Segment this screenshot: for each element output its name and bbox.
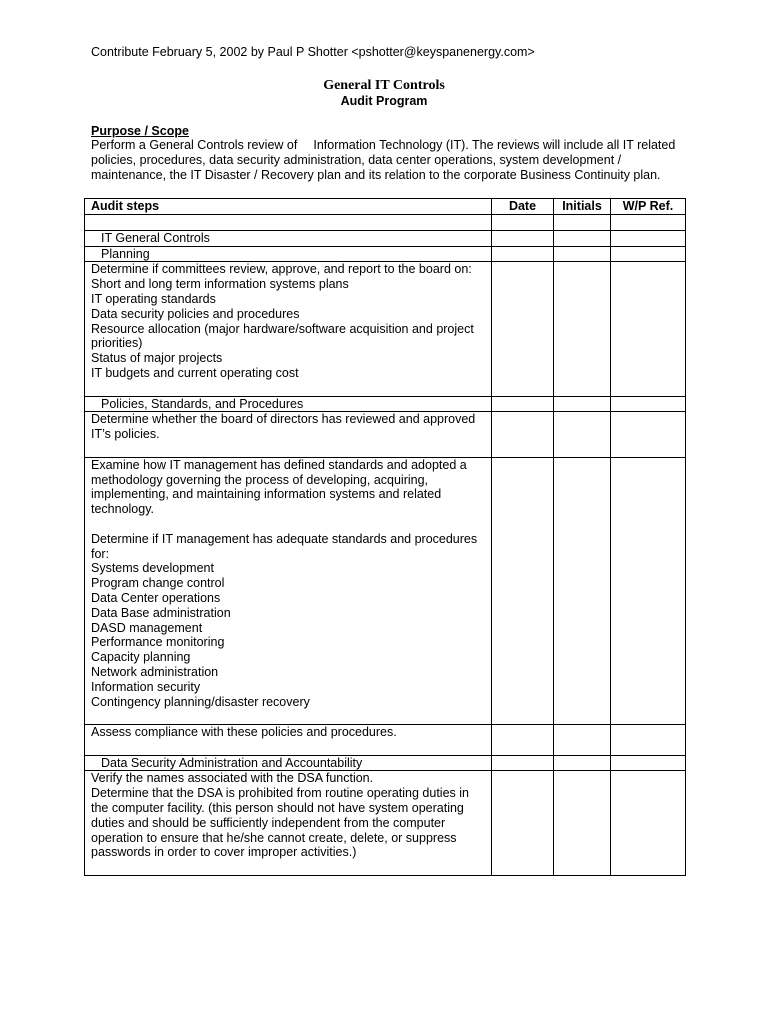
step-line: Short and long term information systems plans — [91, 277, 349, 292]
step-line: Network administration — [91, 664, 219, 679]
audit-step-cell — [85, 771, 492, 876]
date-cell — [492, 457, 554, 724]
header-date: Date — [492, 199, 554, 215]
step-line: Determine that the DSA is prohibited from routine operating duties in — [91, 786, 469, 801]
step-line: duties and should be sufficiently independent from the computer — [91, 815, 446, 830]
step-line: technology. — [91, 502, 155, 517]
purpose-heading: Purpose / Scope — [91, 124, 189, 138]
initials-cell — [554, 771, 611, 876]
table-row — [85, 396, 686, 412]
initials-cell — [554, 215, 611, 231]
wp-ref-cell — [611, 262, 686, 396]
step-line: for: — [91, 546, 110, 561]
table-row — [85, 215, 686, 231]
wp-ref-cell — [611, 246, 686, 262]
initials-cell — [554, 230, 611, 246]
step-line: Resource allocation (major hardware/software acquisition and project — [91, 321, 474, 336]
initials-cell — [554, 755, 611, 771]
initials-cell — [554, 412, 611, 457]
audit-step-cell — [85, 725, 492, 756]
initials-cell — [554, 262, 611, 396]
table-header-row — [85, 199, 686, 215]
step-line: Planning — [101, 246, 150, 261]
wp-ref-cell — [611, 771, 686, 876]
step-line: Assess compliance with these policies and procedures. — [91, 725, 397, 740]
step-line: methodology governing the process of developing, acquiring, — [91, 472, 429, 487]
initials-cell — [554, 396, 611, 412]
step-line: Data security policies and procedures — [91, 306, 300, 321]
table-row — [85, 771, 686, 876]
section-heading-cell — [85, 230, 492, 246]
step-line: passwords in order to cover improper activities.) — [91, 845, 357, 860]
blank-cell — [85, 215, 492, 231]
step-line: Data Security Administration and Accountability — [101, 755, 363, 770]
wp-ref-cell — [611, 412, 686, 457]
document-subtitle: Audit Program — [340, 94, 428, 108]
wp-ref-cell — [611, 457, 686, 724]
step-line: the computer facility. (this person should not have system operating — [91, 801, 464, 816]
audit-table-body — [85, 215, 686, 876]
audit-step-cell — [85, 262, 492, 396]
wp-ref-cell — [611, 396, 686, 412]
step-line: IT General Controls — [101, 230, 210, 245]
header-wp-ref: W/P Ref. — [611, 199, 686, 215]
section-heading-cell — [85, 396, 492, 412]
step-line: Examine how IT management has defined standards and adopted a — [91, 457, 467, 472]
audit-step-cell — [85, 412, 492, 457]
step-line: Capacity planning — [91, 650, 191, 665]
step-line: Determine whether the board of directors has reviewed and approved — [91, 412, 476, 427]
initials-cell — [554, 457, 611, 724]
step-line: Program change control — [91, 576, 225, 591]
step-line: Performance monitoring — [91, 635, 225, 650]
purpose-text-part2: Information Technology (IT). The reviews will include all IT related policies, procedures, data security administration, data center operations, system development / maintenance, the IT Disaster / Recovery plan and its relation to the corporate Business Continuity plan. — [91, 138, 676, 182]
date-cell — [492, 215, 554, 231]
step-line: implementing, and maintaining information systems and related — [91, 487, 442, 502]
initials-cell — [554, 725, 611, 756]
section-heading-cell — [85, 755, 492, 771]
step-line: operation to ensure that he/she cannot create, delete, or suppress — [91, 830, 457, 845]
date-cell — [492, 755, 554, 771]
step-line: priorities) — [91, 336, 143, 351]
step-line: Contingency planning/disaster recovery — [91, 694, 310, 709]
step-line: IT operating standards — [91, 291, 216, 306]
table-row — [85, 412, 686, 457]
step-line: Determine if IT management has adequate standards and procedures — [91, 531, 478, 546]
step-line: Information security — [91, 679, 201, 694]
step-line: Determine if committees review, approve, and report to the board on: — [91, 262, 472, 277]
date-cell — [492, 725, 554, 756]
wp-ref-cell — [611, 215, 686, 231]
table-row — [85, 725, 686, 756]
contributor-line: Contribute February 5, 2002 by Paul P Shotter <pshotter@keyspanenergy.com> — [91, 45, 535, 59]
step-line: Data Center operations — [91, 590, 221, 605]
date-cell — [492, 246, 554, 262]
purpose-text-part1: Perform a General Controls review of — [91, 138, 298, 152]
purpose-text — [91, 138, 681, 183]
wp-ref-cell — [611, 755, 686, 771]
step-line: Systems development — [91, 561, 214, 576]
audit-table — [84, 198, 686, 876]
audit-step-cell — [85, 457, 492, 724]
step-line: IT budgets and current operating cost — [91, 365, 299, 380]
step-line: Status of major projects — [91, 351, 223, 366]
date-cell — [492, 396, 554, 412]
table-row — [85, 262, 686, 396]
section-heading-cell — [85, 246, 492, 262]
step-line: Policies, Standards, and Procedures — [101, 396, 304, 411]
step-line: Data Base administration — [91, 605, 231, 620]
header-audit-steps: Audit steps — [85, 199, 492, 215]
header-initials: Initials — [554, 199, 611, 215]
date-cell — [492, 771, 554, 876]
date-cell — [492, 412, 554, 457]
table-row — [85, 246, 686, 262]
document-title: General IT Controls — [323, 78, 445, 93]
step-line: Verify the names associated with the DSA function. — [91, 771, 374, 786]
table-row — [85, 755, 686, 771]
date-cell — [492, 230, 554, 246]
step-line: DASD management — [91, 620, 203, 635]
wp-ref-cell — [611, 230, 686, 246]
table-row — [85, 457, 686, 724]
wp-ref-cell — [611, 725, 686, 756]
initials-cell — [554, 246, 611, 262]
table-row — [85, 230, 686, 246]
date-cell — [492, 262, 554, 396]
step-line: IT’s policies. — [91, 427, 160, 442]
